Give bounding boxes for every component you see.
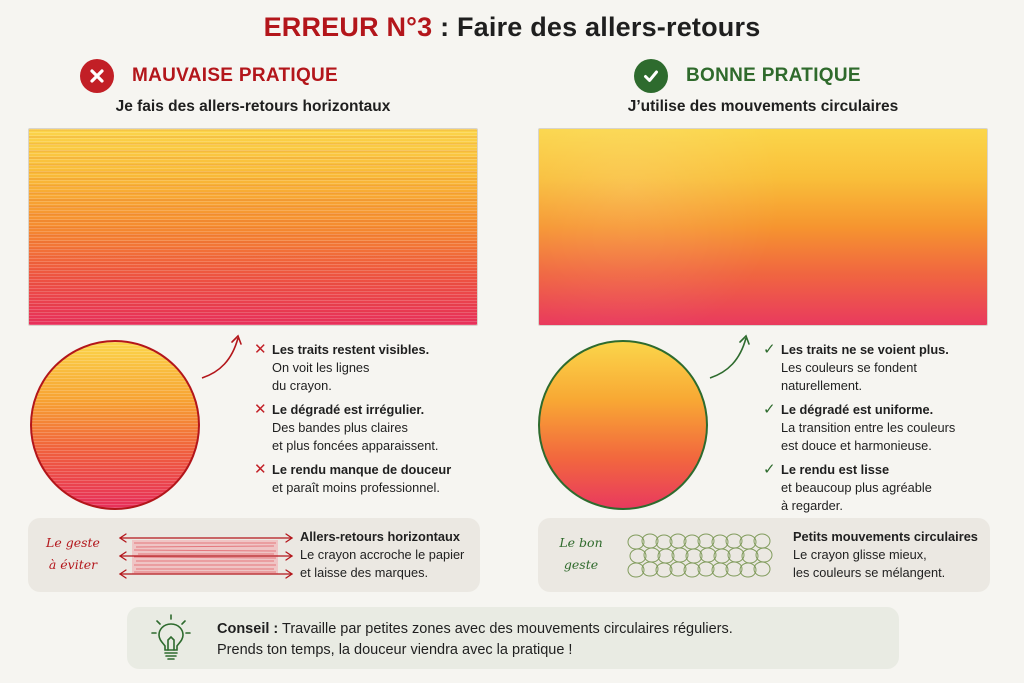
- list-item: [254, 461, 484, 497]
- check-mark-icon: ✓: [763, 341, 776, 358]
- bullet-heading: Le dégradé est irrégulier.: [272, 402, 425, 417]
- bullet-heading: Les traits ne se voient plus.: [781, 342, 949, 357]
- bad-arrow-icon: [198, 330, 248, 382]
- bullet-body: et beaucoup plus agréable à regarder.: [781, 480, 932, 513]
- tip-line-1: Travaille par petites zones avec des mouvements circulaires réguliers.: [278, 621, 733, 637]
- list-item: [254, 341, 484, 395]
- bad-practice-label: MAUVAISE PRATIQUE: [132, 65, 339, 86]
- bullet-heading: Le dégradé est uniforme.: [781, 402, 934, 417]
- bullet-body: On voit les lignes du crayon.: [272, 360, 370, 393]
- title-text: : Faire des allers-retours: [432, 12, 761, 42]
- list-item: [763, 341, 993, 395]
- bullet-heading: Le rendu est lisse: [781, 462, 890, 477]
- bad-gesture-tag: [38, 532, 108, 576]
- good-bullet-list: [763, 341, 993, 521]
- good-gesture-description: [793, 528, 983, 582]
- bad-swatch-image: [28, 128, 478, 326]
- tip-label: Conseil :: [217, 621, 279, 637]
- circular-strokes-icon: [626, 528, 776, 584]
- page-title: [0, 12, 1024, 43]
- x-mark-icon: [80, 59, 114, 93]
- good-practice-subtitle: J’utilise des mouvements circulaires: [627, 98, 899, 115]
- bad-practice-header: [80, 58, 338, 94]
- gesture-heading: Allers-retours horizontaux: [300, 529, 460, 544]
- check-mark-icon: [634, 59, 668, 93]
- x-mark-icon: ✕: [254, 401, 267, 418]
- gesture-tag-line: geste: [563, 557, 599, 572]
- good-swatch-image: [538, 128, 988, 326]
- good-zoom-circle: [538, 340, 708, 510]
- good-gesture-tag: [548, 532, 614, 576]
- bad-gesture-panel: [28, 518, 480, 592]
- good-practice-label: BONNE PRATIQUE: [686, 65, 861, 86]
- gesture-body: Le crayon glisse mieux, les couleurs se mélangent.: [793, 547, 946, 580]
- gesture-tag-line: Le bon: [559, 535, 603, 550]
- list-item: [763, 401, 993, 455]
- title-error-number: ERREUR N°3: [263, 12, 433, 42]
- bullet-heading: Les traits restent visibles.: [272, 342, 430, 357]
- tip-line-2: Prends ton temps, la douceur viendra avec la pratique !: [217, 642, 573, 658]
- tip-panel: [127, 607, 899, 669]
- bad-gesture-description: [300, 528, 476, 582]
- bullet-body: Les couleurs se fondent naturellement.: [781, 360, 917, 393]
- list-item: [254, 401, 484, 455]
- bullet-body: Des bandes plus claires et plus foncées apparaissent.: [272, 420, 439, 453]
- gesture-tag-line: Le geste: [46, 535, 100, 550]
- bad-zoom-circle: [30, 340, 200, 510]
- good-arrow-icon: [706, 330, 756, 382]
- bullet-body: et paraît moins professionnel.: [272, 480, 440, 495]
- lightbulb-icon: [149, 613, 193, 663]
- bad-bullet-list: [254, 341, 484, 503]
- list-item: [763, 461, 993, 515]
- gesture-body: Le crayon accroche le papier et laisse des marques.: [300, 547, 465, 580]
- check-mark-icon: ✓: [763, 401, 776, 418]
- gesture-tag-line: à éviter: [48, 557, 98, 572]
- tip-text: [217, 619, 733, 661]
- gesture-heading: Petits mouvements circulaires: [793, 529, 978, 544]
- bullet-heading: Le rendu manque de douceur: [272, 462, 452, 477]
- x-mark-icon: ✕: [254, 341, 267, 358]
- x-mark-icon: ✕: [254, 461, 267, 478]
- horizontal-strokes-icon: [116, 530, 296, 582]
- check-mark-icon: ✓: [763, 461, 776, 478]
- good-gesture-panel: [538, 518, 990, 592]
- bullet-body: La transition entre les couleurs est douce et harmonieuse.: [781, 420, 956, 453]
- good-practice-header: [634, 58, 861, 94]
- bad-practice-subtitle: Je fais des allers-retours horizontaux: [115, 98, 391, 115]
